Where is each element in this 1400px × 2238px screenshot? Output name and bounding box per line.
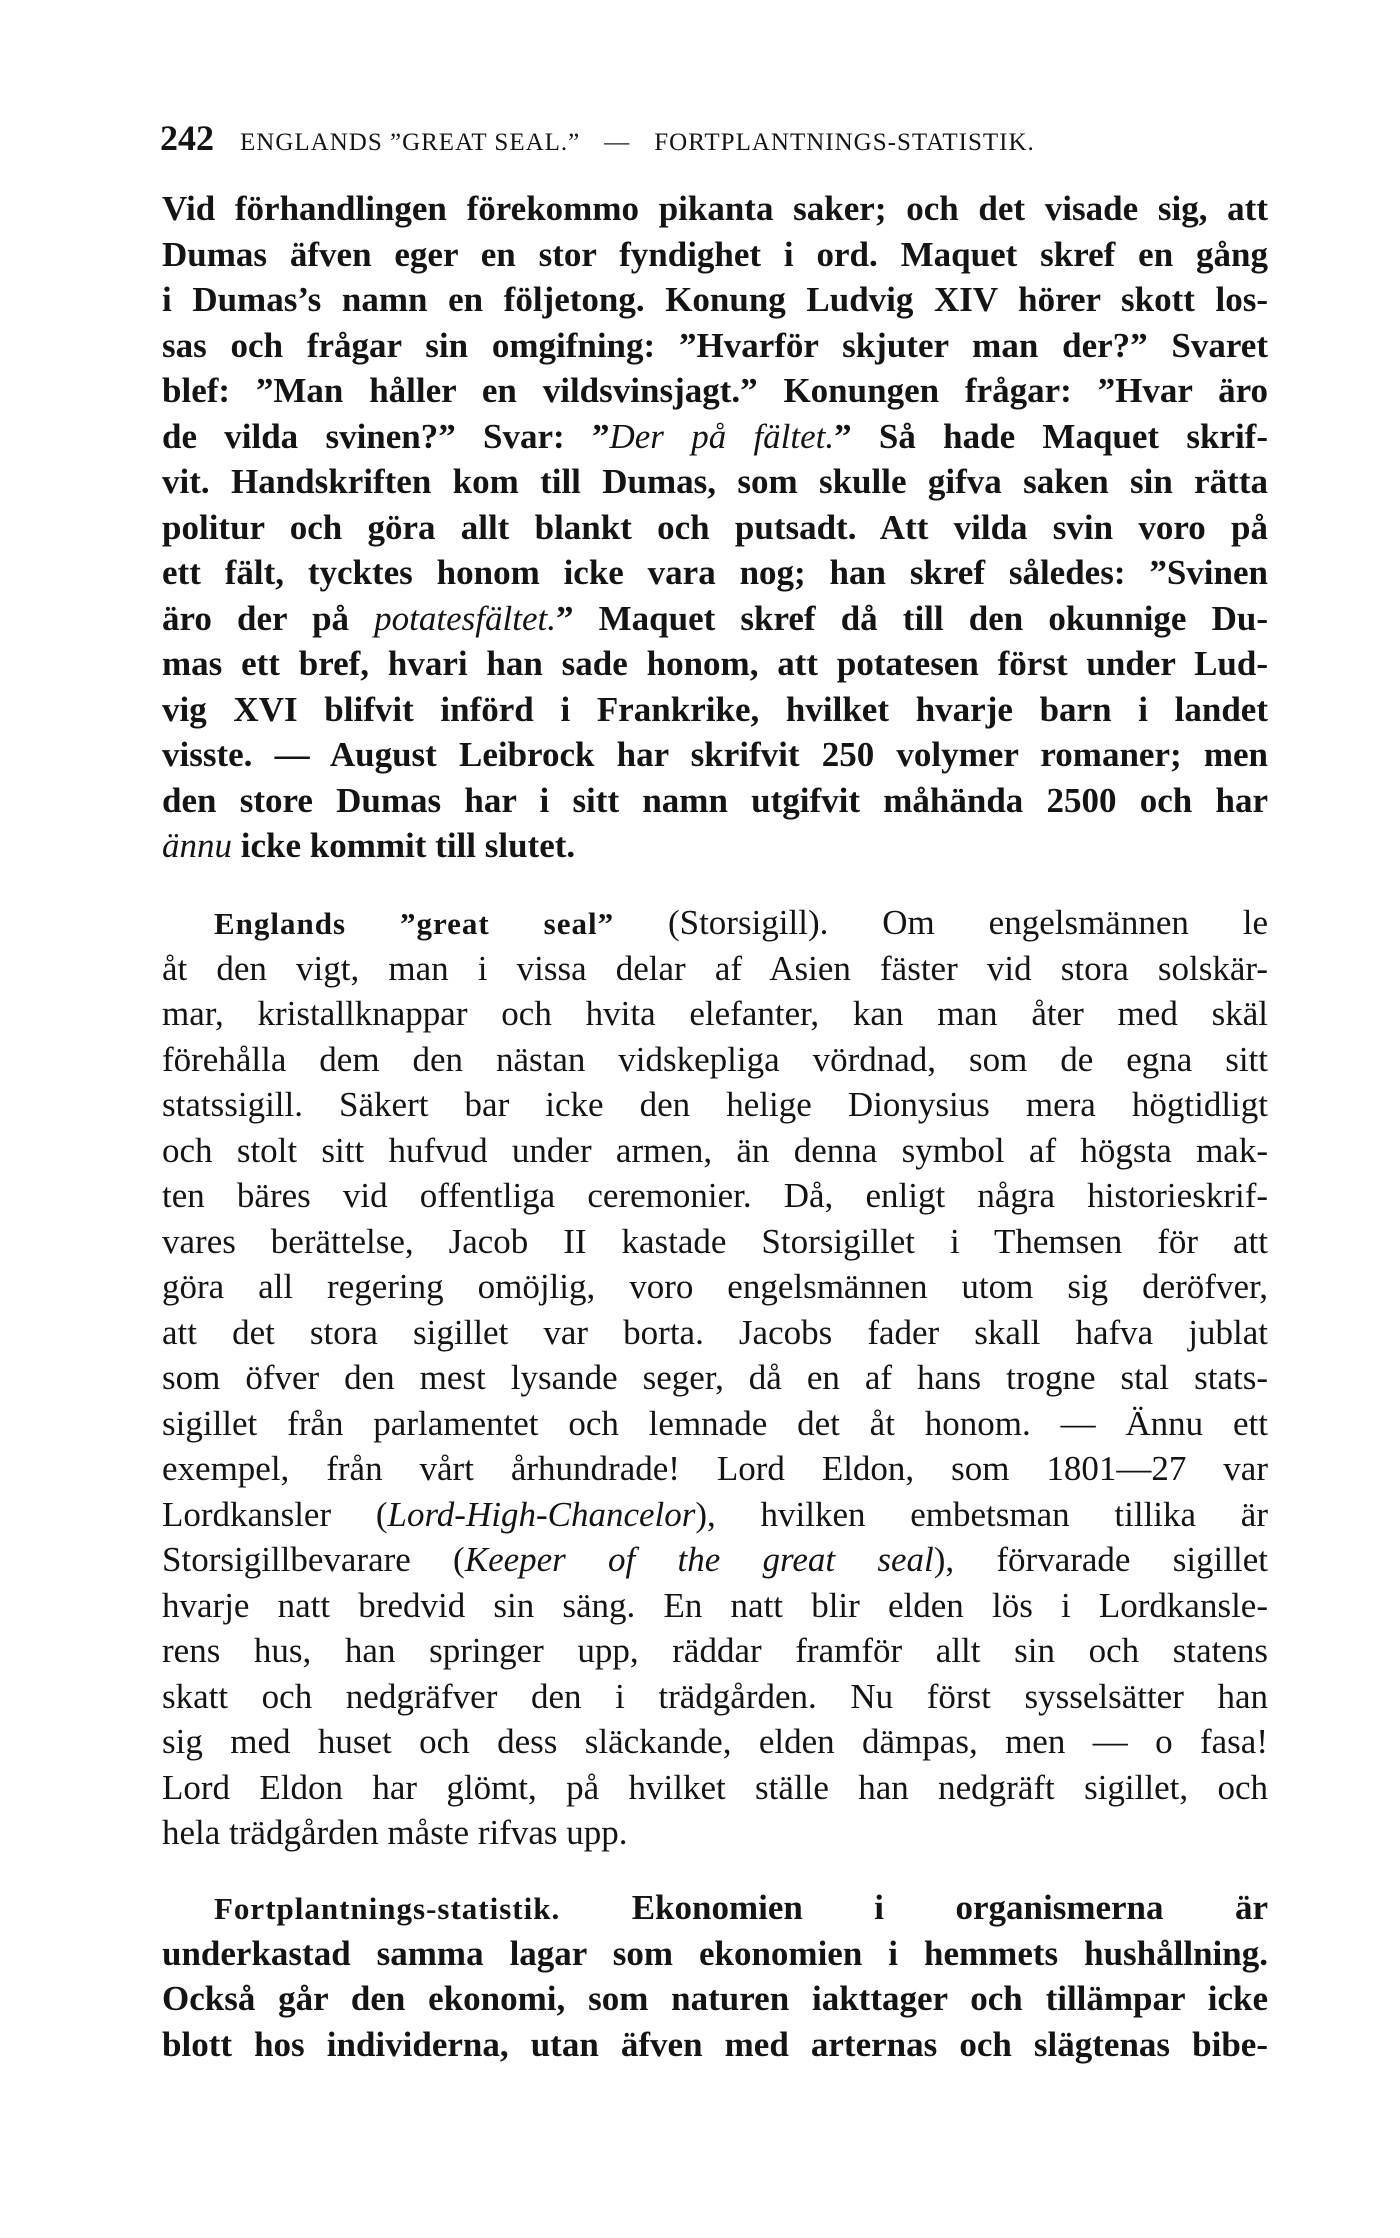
italic-word: potatesfältet. <box>374 598 556 638</box>
text-line <box>162 1537 1268 1583</box>
text-line: rens hus, han springer upp, räddar framför allt sin och statens <box>162 1631 1268 1670</box>
text-run: icke kommit till slutet. <box>232 826 576 865</box>
text-run: Ekonomien i organismerna är <box>560 1888 1268 1927</box>
text-line: mar, kristallknappar och hvita elefanter, kan man åter med skäl <box>162 994 1268 1033</box>
header-dash: — <box>604 129 631 156</box>
text-line: Vid förhandlingen förekommo pikanta saker; och det visade sig, att <box>162 189 1268 228</box>
text-line: som öfver den mest lysande seger, då en af hans trogne stal stats- <box>162 1358 1268 1397</box>
section-heading: Fortplantnings-statistik. <box>214 1891 561 1926</box>
text-line <box>162 1492 1268 1538</box>
text-line: vares berättelse, Jacob II kastade Storsigillet i Themsen för att <box>162 1221 1268 1261</box>
text-line: underkastad samma lagar som ekonomien i hemmets hushållning. <box>162 1933 1268 1973</box>
text-line <box>162 900 1268 946</box>
text-line: Också går den ekonomi, som naturen iakttager och tillämpar icke <box>162 1979 1268 2018</box>
text-line: vig XVI blifvit införd i Frankrike, hvilket hvarje barn i landet <box>162 689 1268 729</box>
text-line <box>162 414 1268 460</box>
italic-term: Keeper of the great seal <box>464 1540 934 1579</box>
section-heading: Englands ”great seal” <box>214 906 615 941</box>
text-run: (Storsigill). Om engelsmännen le <box>614 903 1269 942</box>
italic-quote: Der på fältet. <box>609 416 835 456</box>
text-line: Dumas äfven eger en stor fyndighet i ord. Maquet skref en gång <box>162 234 1268 274</box>
text-line <box>162 596 1268 642</box>
text-run: äro der på <box>162 598 375 638</box>
text-run: ” Så hade Maquet skrif- <box>834 416 1268 456</box>
text-run: ), förvarade sigillet <box>933 1540 1268 1579</box>
paragraph-fortplantning <box>162 1885 1268 2067</box>
running-header <box>160 117 1270 159</box>
text-line: exempel, från vårt århundrade! Lord Eldon, som 1801—27 var <box>162 1449 1268 1488</box>
text-line: vit. Handskriften kom till Dumas, som skulle gifva saken sin rätta <box>162 462 1268 501</box>
text-line: blef: ”Man håller en vildsvinsjagt.” Konungen frågar: ”Hvar äro <box>162 371 1268 410</box>
text-line: hela trädgården måste rifvas upp. <box>162 1813 628 1852</box>
text-line: mas ett bref, hvari han sade honom, att potatesen först under Lud- <box>162 644 1268 683</box>
text-line: göra all regering omöjlig, voro engelsmännen utom sig deröfver, <box>162 1267 1268 1306</box>
text-line: den store Dumas har i sitt namn utgifvit måhända 2500 och har <box>162 780 1268 820</box>
text-run: ” Maquet skref då till den okunnige Du- <box>555 598 1268 638</box>
text-line: sig med huset och dess släckande, elden dämpas, men — o fasa! <box>162 1722 1268 1761</box>
header-left-title: ENGLANDS ”GREAT SEAL.” <box>240 129 581 156</box>
text-run: Storsigillbevarare ( <box>162 1540 465 1579</box>
text-line: sigillet från parlamentet och lemnade det åt honom. — Ännu ett <box>162 1403 1268 1443</box>
paragraph-great-seal <box>162 900 1268 1856</box>
text-run: Lordkansler ( <box>162 1494 388 1534</box>
text-run: de vilda svinen?” Svar: ” <box>162 416 610 456</box>
text-line: och stolt sitt hufvud under armen, än denna symbol af högsta mak- <box>162 1130 1268 1170</box>
text-line: Lord Eldon har glömt, på hvilket ställe han nedgräft sigillet, och <box>162 1767 1268 1807</box>
text-line: blott hos individerna, utan äfven med arternas och slägtenas bibe- <box>162 2024 1268 2064</box>
text-line: skatt och nedgräfver den i trädgården. Nu först sysselsätter han <box>162 1676 1268 1716</box>
paragraph-dumas <box>162 186 1268 869</box>
text-line: åt den vigt, man i vissa delar af Asien fäster vid stora solskär- <box>162 948 1268 988</box>
text-line: sas och frågar sin omgifning: ”Hvarför skjuter man der?” Svaret <box>162 325 1268 365</box>
italic-term: Lord-High-Chancelor <box>387 1494 696 1534</box>
page-number: 242 <box>160 118 214 158</box>
text-line: hvarje natt bredvid sin säng. En natt blir elden lös i Lordkansle- <box>162 1585 1268 1625</box>
text-line: statssigill. Säkert bar icke den helige Dionysius mera högtidligt <box>162 1085 1268 1124</box>
text-line: förehålla dem den nästan vidskepliga vördnad, som de egna sitt <box>162 1039 1268 1079</box>
text-run: ), hvilken embetsman tillika är <box>695 1494 1268 1534</box>
text-line: visste. — August Leibrock har skrifvit 250 volymer romaner; men <box>162 735 1268 774</box>
text-line <box>162 1885 1268 1931</box>
text-line: ten bäres vid offentliga ceremonier. Då, enligt några historieskrif- <box>162 1176 1268 1215</box>
header-right-title: FORTPLANTNINGS-STATISTIK. <box>654 129 1035 156</box>
italic-word: ännu <box>162 826 232 865</box>
text-line <box>162 823 1268 869</box>
text-line: i Dumas’s namn en följetong. Konung Ludvig XIV hörer skott los- <box>162 280 1268 319</box>
text-line: politur och göra allt blankt och putsadt. Att vilda svin voro på <box>162 507 1268 547</box>
text-line: ett fält, tycktes honom icke vara nog; han skref således: ”Svinen <box>162 553 1268 592</box>
text-line: att det stora sigillet var borta. Jacobs fader skall hafva jublat <box>162 1312 1268 1352</box>
